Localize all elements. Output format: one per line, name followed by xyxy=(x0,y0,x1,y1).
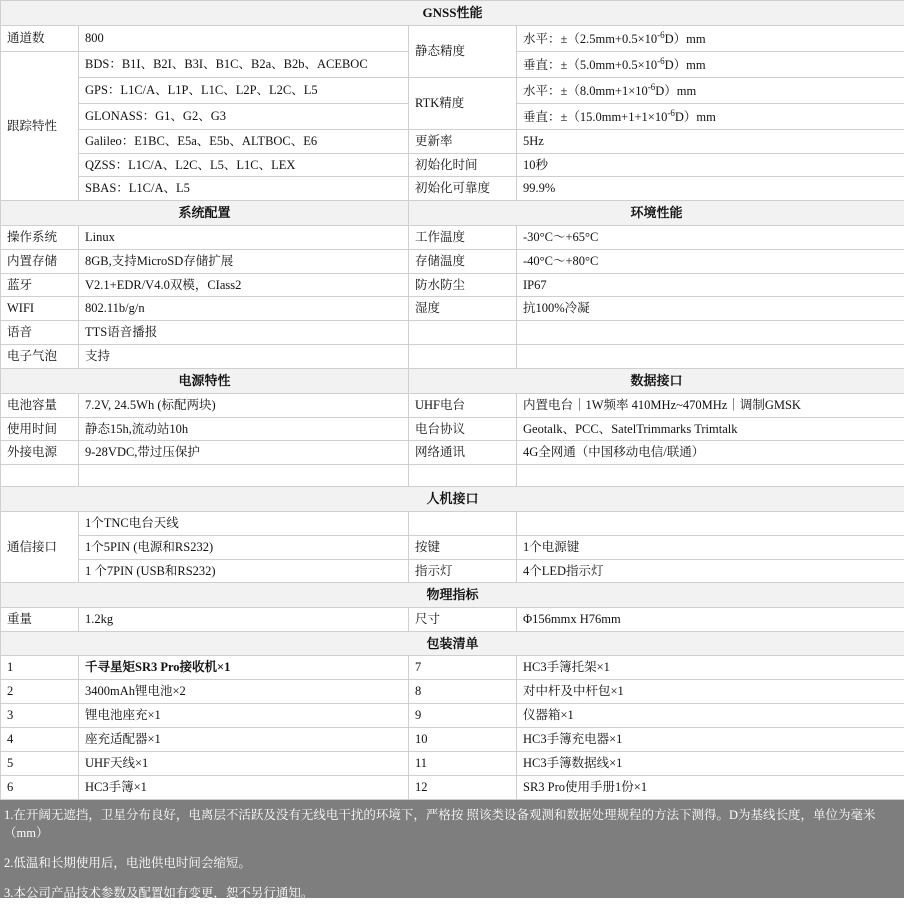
label-update-rate: 更新率 xyxy=(409,129,517,153)
value-dimensions: Φ156mmx H76mm xyxy=(517,607,904,631)
label-init-reliability: 初始化可靠度 xyxy=(409,177,517,201)
packing-index: 6 xyxy=(1,775,79,799)
value-static-horizontal: 水平：$\pm(2.5mm+0.5\times 10^{-6}D)mm$ xyxy=(517,25,904,51)
section-header-row xyxy=(1,1,904,26)
table-row xyxy=(1,321,904,345)
label-uhf-radio: UHF电台 xyxy=(409,393,517,417)
packing-item: 座充适配器×1 xyxy=(79,728,409,752)
label-env-empty-1 xyxy=(409,321,517,345)
label-power-empty xyxy=(1,465,79,487)
label-network: 网络通讯 xyxy=(409,441,517,465)
value-comm-5pin: 1个5PIN (电源和RS232) xyxy=(79,535,409,559)
table-row xyxy=(1,273,904,297)
value-bluetooth: V2.1+EDR/V4.0双模，CIass2 xyxy=(79,273,409,297)
table-row xyxy=(1,775,904,799)
label-waterproof: 防水防尘 xyxy=(409,273,517,297)
value-os: Linux xyxy=(79,225,409,249)
footnotes xyxy=(0,800,904,898)
packing-item: HC3手簿数据线×1 xyxy=(517,751,904,775)
label-radio-protocol: 电台协议 xyxy=(409,417,517,441)
packing-index: 3 xyxy=(1,704,79,728)
value-radio-protocol: Geotalk、PCC、SatelTrimmarks Trimtalk xyxy=(517,417,904,441)
table-row xyxy=(1,417,904,441)
section-title-power: 电源特性 xyxy=(1,369,409,394)
table-row xyxy=(1,225,904,249)
packing-index: 12 xyxy=(409,775,517,799)
label-storage: 内置存储 xyxy=(1,249,79,273)
value-comm-tnc: 1个TNC电台天线 xyxy=(79,511,409,535)
value-tracking-bds: BDS：B1I、B2I、B3I、B1C、B2a、B2b、ACEBOC xyxy=(79,51,409,77)
label-battery-capacity: 电池容量 xyxy=(1,393,79,417)
table-row xyxy=(1,680,904,704)
table-row xyxy=(1,751,904,775)
packing-index: 8 xyxy=(409,680,517,704)
packing-item: 3400mAh锂电池×2 xyxy=(79,680,409,704)
packing-item: HC3手簿×1 xyxy=(79,775,409,799)
section-title-system: 系统配置 xyxy=(1,201,409,226)
label-weight: 重量 xyxy=(1,607,79,631)
packing-item: HC3手簿充电器×1 xyxy=(517,728,904,752)
value-rtk-vertical: 垂直：$\pm(15.0mm+1+1\times 10^{-6}D)mm$ xyxy=(517,103,904,129)
packing-index: 11 xyxy=(409,751,517,775)
value-tracking-gps: GPS：L1C/A、L1P、L1C、L2P、L2C、L5 xyxy=(79,77,409,103)
label-keys: 按键 xyxy=(409,535,517,559)
table-row xyxy=(1,535,904,559)
table-row xyxy=(1,345,904,369)
table-row xyxy=(1,393,904,417)
section-title-data-interface: 数据接口 xyxy=(409,369,904,394)
packing-index: 5 xyxy=(1,751,79,775)
label-ebubble: 电子气泡 xyxy=(1,345,79,369)
packing-index: 4 xyxy=(1,728,79,752)
section-title-physical: 物理指标 xyxy=(1,583,904,608)
section-header-row xyxy=(1,369,904,394)
value-storage: 8GB,支持MicroSD存储扩展 xyxy=(79,249,409,273)
value-humidity: 抗100%冷凝 xyxy=(517,297,904,321)
section-header-row xyxy=(1,487,904,512)
table-row xyxy=(1,511,904,535)
label-env-empty-2 xyxy=(409,345,517,369)
section-header-row xyxy=(1,583,904,608)
table-row xyxy=(1,465,904,487)
label-storage-temperature: 存储温度 xyxy=(409,249,517,273)
section-title-packing: 包装清单 xyxy=(1,631,904,656)
value-rtk-horizontal: 水平：$\pm(8.0mm+1\times 10^{-6}D)mm$ xyxy=(517,77,904,103)
packing-index: 2 xyxy=(1,680,79,704)
exp-rtk-v: -6 xyxy=(667,108,675,118)
label-rtk-accuracy: RTK精度 xyxy=(409,77,517,129)
label-static-accuracy: 静态精度 xyxy=(409,25,517,77)
label-data-empty xyxy=(409,465,517,487)
value-hmi-empty xyxy=(517,511,904,535)
footnote-3: 3.本公司产品技术参数及配置如有变更，恕不另行通知。 xyxy=(0,878,904,908)
packing-item: 千寻星矩SR3 Pro接收机×1 xyxy=(79,656,409,680)
table-row xyxy=(1,607,904,631)
section-title-environment: 环境性能 xyxy=(409,201,904,226)
table-row xyxy=(1,559,904,583)
section-header-row xyxy=(1,631,904,656)
label-dimensions: 尺寸 xyxy=(409,607,517,631)
label-voice: 语音 xyxy=(1,321,79,345)
value-tracking-galileo: Galileo：E1BC、E5a、E5b、ALTBOC、E6 xyxy=(79,129,409,153)
table-row xyxy=(1,129,904,153)
value-tracking-sbas: SBAS：L1C/A、L5 xyxy=(79,177,409,201)
section-header-row xyxy=(1,201,904,226)
footnote-1: 1.在开阔无遮挡，卫星分布良好，电离层不活跃及没有无线电干扰的环境下，严格按 照该类设备观测和数据处理规程的方法下测得。D为基线长度，单位为毫米（mm） xyxy=(0,800,904,848)
value-indicators: 4个LED指示灯 xyxy=(517,559,904,583)
value-tracking-qzss: QZSS：L1C/A、L2C、L5、L1C、LEX xyxy=(79,153,409,177)
value-wifi: 802.11b/g/n xyxy=(79,297,409,321)
label-os: 操作系统 xyxy=(1,225,79,249)
label-indicators: 指示灯 xyxy=(409,559,517,583)
value-static-vertical: 垂直：$\pm(5.0mm+0.5\times 10^{-6}D)mm$ xyxy=(517,51,904,77)
table-row xyxy=(1,249,904,273)
exp-rtk-h: -6 xyxy=(648,82,656,92)
exp-static-v: -6 xyxy=(657,56,665,66)
table-row xyxy=(1,177,904,201)
packing-index: 10 xyxy=(409,728,517,752)
packing-index: 1 xyxy=(1,656,79,680)
label-channels: 通道数 xyxy=(1,25,79,51)
value-env-empty-1 xyxy=(517,321,904,345)
section-title-hmi: 人机接口 xyxy=(1,487,904,512)
table-row xyxy=(1,728,904,752)
table-row xyxy=(1,77,904,103)
value-channels: 800 xyxy=(79,25,409,51)
table-row xyxy=(1,656,904,680)
label-tracking: 跟踪特性 xyxy=(1,51,79,201)
value-init-time: 10秒 xyxy=(517,153,904,177)
value-usage-time: 静态15h,流动站10h xyxy=(79,417,409,441)
value-env-empty-2 xyxy=(517,345,904,369)
packing-index: 9 xyxy=(409,704,517,728)
value-network: 4G全网通（中国移动电信/联通） xyxy=(517,441,904,465)
table-row xyxy=(1,441,904,465)
label-comm-interface: 通信接口 xyxy=(1,511,79,583)
value-init-reliability: 99.9% xyxy=(517,177,904,201)
table-row xyxy=(1,153,904,177)
packing-item: HC3手簿托架×1 xyxy=(517,656,904,680)
packing-item: UHF天线×1 xyxy=(79,751,409,775)
table-row xyxy=(1,297,904,321)
table-row xyxy=(1,704,904,728)
packing-item: 仪器箱×1 xyxy=(517,704,904,728)
label-humidity: 湿度 xyxy=(409,297,517,321)
value-voice: TTS语音播报 xyxy=(79,321,409,345)
label-bluetooth: 蓝牙 xyxy=(1,273,79,297)
value-uhf-radio: 内置电台｜1W频率 410MHz~470MHz｜调制GMSK xyxy=(517,393,904,417)
footnote-2: 2.低温和长期使用后，电池供电时间会缩短。 xyxy=(0,848,904,878)
label-external-power: 外接电源 xyxy=(1,441,79,465)
packing-item: SR3 Pro使用手册1份×1 xyxy=(517,775,904,799)
section-title-gnss: GNSS性能 xyxy=(1,1,904,26)
value-waterproof: IP67 xyxy=(517,273,904,297)
packing-index: 7 xyxy=(409,656,517,680)
table-row xyxy=(1,25,904,51)
packing-item: 锂电池座充×1 xyxy=(79,704,409,728)
value-battery-capacity: 7.2V, 24.5Wh (标配两块) xyxy=(79,393,409,417)
label-wifi: WIFI xyxy=(1,297,79,321)
exp-static-h: -6 xyxy=(657,30,665,40)
label-hmi-empty xyxy=(409,511,517,535)
label-working-temperature: 工作温度 xyxy=(409,225,517,249)
value-update-rate: 5Hz xyxy=(517,129,904,153)
label-usage-time: 使用时间 xyxy=(1,417,79,441)
packing-item: 对中杆及中杆包×1 xyxy=(517,680,904,704)
value-external-power: 9-28VDC,带过压保护 xyxy=(79,441,409,465)
value-tracking-glonass: GLONASS：G1、G2、G3 xyxy=(79,103,409,129)
value-comm-7pin: 1 个7PIN (USB和RS232) xyxy=(79,559,409,583)
value-data-empty xyxy=(517,465,904,487)
value-ebubble: 支持 xyxy=(79,345,409,369)
value-keys: 1个电源键 xyxy=(517,535,904,559)
value-weight: 1.2kg xyxy=(79,607,409,631)
value-storage-temperature: -40°C～+80°C xyxy=(517,249,904,273)
label-init-time: 初始化时间 xyxy=(409,153,517,177)
value-power-empty xyxy=(79,465,409,487)
value-working-temperature: -30°C～+65°C xyxy=(517,225,904,249)
